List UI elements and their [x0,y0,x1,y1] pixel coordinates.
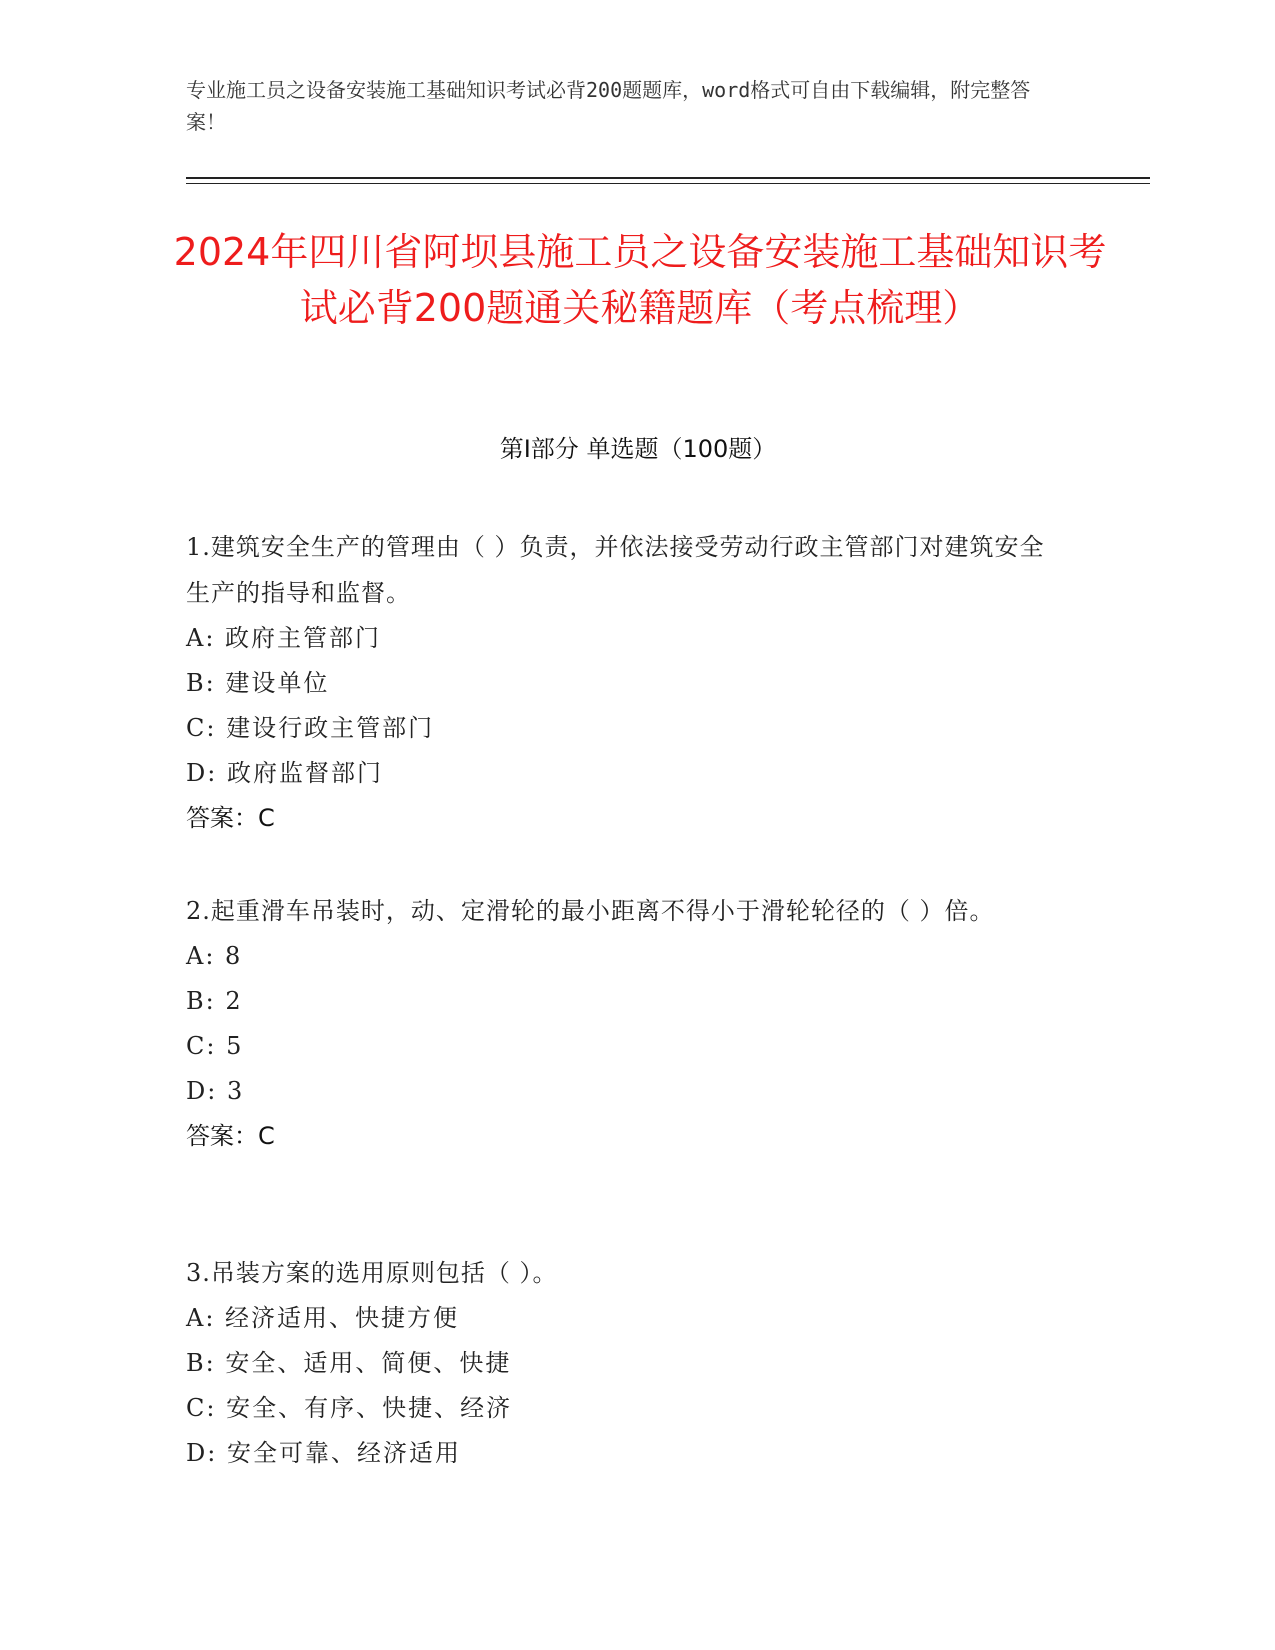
option-a: A: 8 [186,942,243,970]
header-divider-thin [186,183,1150,184]
document-title: 2024年四川省阿坝县施工员之设备安装施工基础知识考试必背200题通关秘籍题库（考点梳理） [173,230,1107,330]
question-1 [186,524,1066,841]
option-a: A: 政府主管部门 [186,624,382,652]
option-c: C: 建设行政主管部门 [186,714,435,742]
option-d: D: 3 [186,1077,245,1105]
answer: 答案：C [186,1122,275,1150]
option-d: D: 安全可靠、经济适用 [186,1439,461,1467]
option-d: D: 政府监督部门 [186,759,383,787]
header-divider-thick [186,177,1150,179]
option-c: C: 安全、有序、快捷、经济 [186,1394,513,1422]
option-c: C: 5 [186,1032,244,1060]
answer: 答案：C [186,804,275,832]
header-note: 专业施工员之设备安装施工基础知识考试必背200题题库，word格式可自由下载编辑，附完整答案！ [186,78,1031,134]
option-b: B: 建设单位 [186,669,330,697]
question-stem: 3.吊装方案的选用原则包括（ ）。 [186,1259,558,1287]
question-stem: 2.起重滑车吊装时，动、定滑轮的最小距离不得小于滑轮轮径的（ ）倍。 [186,897,995,925]
option-b: B: 2 [186,987,243,1015]
question-stem: 1.建筑安全生产的管理由（ ）负责，并依法接受劳动行政主管部门对建筑安全生产的指导和监督。 [186,533,1045,607]
option-a: A: 经济适用、快捷方便 [186,1304,460,1332]
question-2 [186,888,1066,1159]
section-heading: 第Ⅰ部分 单选题（100题） [499,435,777,463]
question-3 [186,1250,1066,1476]
option-b: B: 安全、适用、简便、快捷 [186,1349,512,1377]
